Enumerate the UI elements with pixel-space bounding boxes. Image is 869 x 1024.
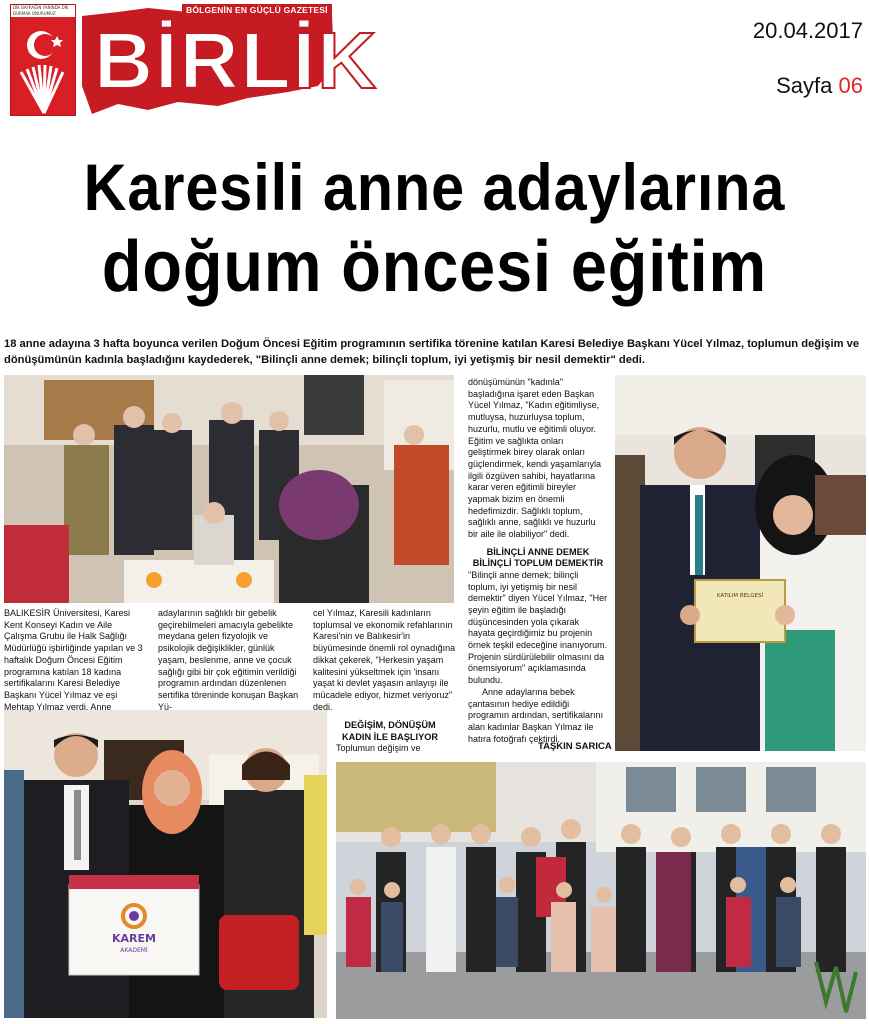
body-column-4a-text: dönüşümünün "kadınla" başladığına işaret eden Başkan Yücel Yılmaz, "Kadın eğitimliyse, mutluysa, huzurluysa toplum, huzurlu, mutlu ve eğitimli oluyor. Eğitim ve sağlıkta onları geliştirmek birey olarak onları güçlendirmek, kendi yaşamlarıyla ilgili özgüven sahibi, hayatlarına karar veren eğitimli bireyler yapmak bizim en önemli hedefimizdir. Sağlıklı toplum, sağlıklı anne, sağlıklı ve huzurlu bir aile ile olabiliyor" dedi. [468,377,602,540]
author-byline: TAŞKIN SARICA [538,741,612,752]
body-column-3b [336,720,444,755]
brand-title: BİRLİK [94,16,379,105]
bag-brand: KAREM [112,932,156,945]
headline-line-2: doğum öncesi eğitim [101,227,768,307]
bag-subbrand: AKADEMİ [120,947,148,954]
crescent-star-icon [11,17,76,116]
issue-date: 20.04.2017 [752,18,863,43]
body-column-3b-text: Toplumun değişim ve [336,743,421,753]
body-column-4b-text: "Bilinçli anne demek; bilinçli toplum, iyi yetişmiş bir nesil demektir" diyen Yücel Yılmaz, "Her şeyin eğitim ile başladığı düşüncesinden yola çıkarak hayata geçirdiğimiz bu projenin örnek teşkil edeceğine inanıyorum. Projenin sürdürülebilir olmasını da önemsiyorum" açıklamasında bulundu. [468,569,608,686]
page-indicator [776,73,863,99]
headline-line-1: Karesili anne adaylarına [83,150,786,224]
flag-logo [10,4,76,116]
body-column-3: cel Yılmaz, Karesili kadınların toplumsal ve ekonomik refahlarının Karesi'nin ve Balıkesir'in büyümesinde önemli rol oynadığına dikkat çekerek, "Herkesin yaşam kalitesini yükseltmek için 'insanı yaşat ki devlet yaşasın anlayışı ile mücadele ediyor, hizmet veriyoruz" dedi. [313,608,456,712]
photo-ceremony-crowd [4,375,454,603]
flag-text: DİK BAYRAĞIN YANINDA DİK DURMAK ONURUMUZ [11,5,76,17]
masthead-tagline: BÖLGENİN EN GÜÇLÜ GAZETESİ [182,4,332,16]
article-headline [0,147,869,307]
subheading-change: DEĞİŞİM, DÖNÜŞÜM KADIN İLE BAŞLIYOR [342,720,438,742]
body-column-2: adaylarının sağlıklı bir gebelik geçirebilmeleri amacıyla gebelikte meydana gelen fizyolojik ve psikolojik değişiklikler, günlük yaşam, beslenme, anne ve çocuk sağlığı gibi bir çok eğitimin verildiği programın ardından düzenlenen sertifika töreninde konuşan Başkan Yü- [158,608,299,712]
page-label: Sayfa [776,73,833,98]
photo-mayor-certificate [615,375,866,751]
body-column-1: BALIKESİR Üniversitesi, Karesi Kent Konseyi Kadın ve Aile Çalışma Grubu ile Halk Sağlığı Müdürlüğü işbirliğinde yapılan ve 3 haftalık Doğum Öncesi Eğitim programına katılan 18 kadına sertifikalarını Karesi Belediye Başkanı Yücel Yılmaz ve eşi Mehtap Yılmaz verdi. Anne [4,608,143,712]
photo-bag-gift [4,710,327,1018]
body-column-4c-text: Anne adaylarına bebek çantasının hediye edildiği programın ardından, sertifikalarını alan kadınlar Başkan Yılmaz ile hatıra fotoğrafı çektirdi. [468,686,604,744]
masthead [6,2,379,120]
photo-group [336,762,866,1019]
subheading-conscious: BİLİNÇLİ ANNE DEMEK BİLİNÇLİ TOPLUM DEMEKTİR [472,546,604,569]
certificate-title: KATILIM BELGESİ [716,593,764,599]
article-lead: 18 anne adayına 3 hafta boyunca verilen Doğum Öncesi Eğitim programının sertifika törenine katılan Karesi Belediye Başkanı Yücel Yılmaz, toplumun değişim ve dönüşümünün kadınla başladığını kaydederek, "Bilinçli anne demek; bilinçli toplum, iyi yetişmiş bir nesil demektir" dedi. [4,338,860,366]
body-column-4 [468,377,608,745]
page-number: 06 [838,73,863,98]
